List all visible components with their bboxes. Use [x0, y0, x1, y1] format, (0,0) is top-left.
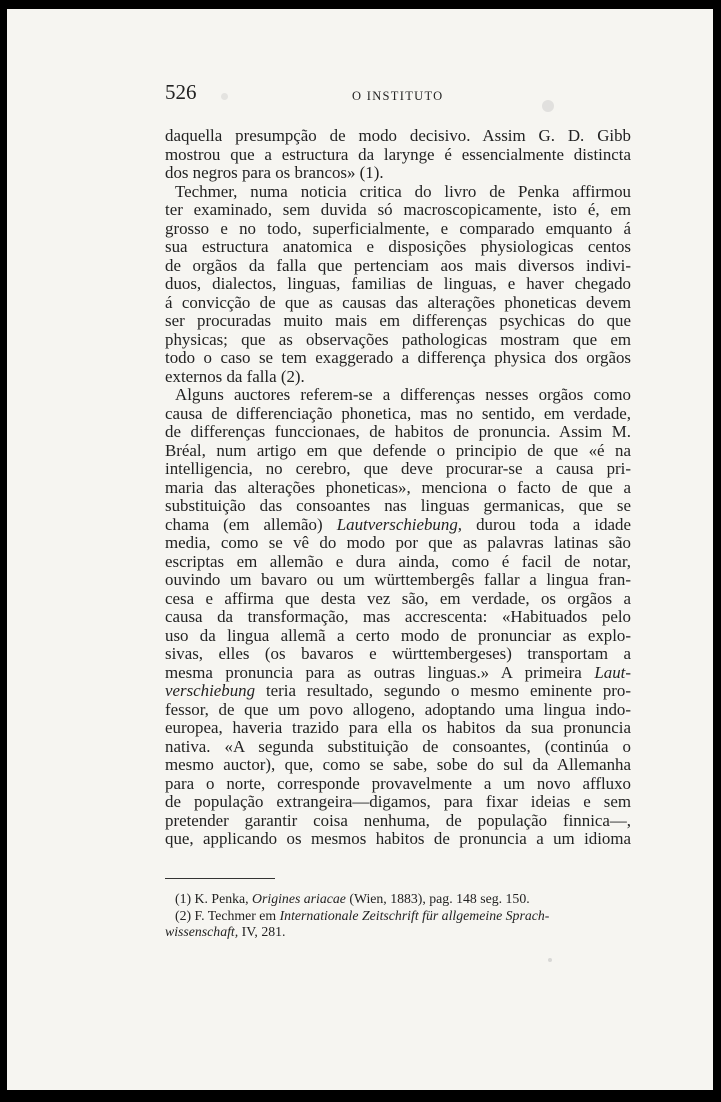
text-line: causa de differenciação phonetica, mas no sentido, em verdade,	[165, 403, 631, 423]
text-line: Techmer, numa noticia critica do livro de Penka affirmou	[175, 181, 631, 201]
text-line: pretender garantir coisa nenhuma, de população finnica—,	[165, 810, 631, 830]
text-line: causa da transformação, mas accrescenta: «Habituados pelo	[165, 607, 631, 626]
text-line: Alguns auctores referem-se a differenças nesses orgãos como	[175, 385, 631, 404]
italic-term: Laut-	[594, 662, 631, 682]
body-text	[165, 127, 631, 849]
text-line: escriptas em allemão e dura ainda, como é facil de notar,	[165, 551, 631, 571]
text-line: maria das alterações phoneticas», menciona o facto de que a	[165, 477, 631, 497]
text-line: substituição das consoantes nas linguas germanicas, que se	[165, 496, 631, 515]
text-line: chama (em allemão) Lautverschiebung, durou toda a idade	[165, 514, 631, 534]
text-line: grosso e no todo, superficialmente, e comparado emquanto á	[165, 218, 631, 238]
running-head: O INSTITUTO	[352, 89, 444, 103]
footnote-1: (1) K. Penka, Origines ariacae (Wien, 1883), pag. 148 seg. 150.	[175, 891, 530, 906]
text-line: media, como se vê do modo por que as palavras latinas são	[165, 533, 631, 552]
footnotes	[165, 891, 631, 941]
text-line: de orgãos da falla que pertenciam aos mais diversos indivi-	[165, 255, 631, 275]
text-line: á convicção de que as causas das alterações phoneticas devem	[165, 292, 631, 312]
text-line: ser procuradas muito mais em differenças psychicas do que	[165, 311, 631, 330]
paper-speck	[542, 100, 554, 112]
text-line: dos negros para os brancos» (1).	[165, 163, 384, 182]
text-line: duos, dialectos, linguas, familias de linguas, e haver chegado	[165, 274, 631, 293]
text-line: mesma pronuncia para as outras linguas.» A primeira Laut-	[165, 662, 631, 682]
text-line: daquella presumpção de modo decisivo. Assim G. D. Gibb	[165, 126, 631, 145]
text-line: para o norte, corresponde provavelmente a um novo affluxo	[165, 773, 631, 793]
footnote-2-continuation: wissenschaft, IV, 281.	[165, 924, 286, 939]
text-line: uso da lingua allemã a certo modo de pronunciar as explo-	[165, 625, 631, 645]
text-line: sivas, elles (os bavaros e württembergeses) transportam a	[165, 644, 631, 663]
text-line: Bréal, num artigo em que defende o principio de que «é na	[165, 440, 631, 460]
text-line: sua estructura anatomica e disposições physiologicas centos	[165, 237, 631, 256]
text-line: todo o caso se tem exaggerado a differença physica dos orgãos	[165, 348, 631, 367]
text-line: mostrou que a estructura da larynge é essencialmente distincta	[165, 144, 631, 164]
text-line: externos da falla (2).	[165, 366, 305, 386]
italic-term: verschiebung	[165, 681, 256, 700]
footnote-2: (2) F. Techmer em Internationale Zeitschrift für allgemeine Sprach-	[175, 907, 550, 923]
text-line: nativa. «A segunda substituição de consoantes, (continúa o	[165, 736, 631, 756]
text-line: de população extrangeira—digamos, para fixar ideias e sem	[165, 792, 631, 811]
text-line: que, applicando os mesmos habitos de pronuncia a um idioma	[165, 829, 631, 848]
paper-speck	[548, 958, 552, 962]
paper-speck	[221, 93, 228, 100]
text-line: europea, haveria trazido para ella os habitos da sua pronuncia	[165, 718, 631, 737]
text-line: fessor, de que um povo allogeno, adoptando uma lingua indo-	[165, 699, 631, 719]
page-number: 526	[165, 80, 197, 104]
text-line: intelligencia, no cerebro, que deve procurar-se a causa pri-	[165, 459, 631, 478]
text-line: ouvindo um bavaro ou um württembergês fallar a lingua fran-	[165, 570, 631, 589]
footnote-rule	[165, 878, 275, 879]
text-line: verschiebung teria resultado, segundo o mesmo eminente pro-	[165, 681, 631, 700]
text-line: physicas; que as observações pathologicas mostram que em	[165, 329, 631, 349]
text-line: de differenças funccionaes, de habitos de pronuncia. Assim M.	[165, 422, 631, 441]
text-line: mesmo auctor), que, como se sabe, sobe do sul da Allemanha	[165, 755, 631, 774]
text-line: cesa e affirma que desta vez são, em verdade, os orgãos a	[165, 588, 631, 608]
text-line: ter examinado, sem duvida só macroscopicamente, isto é, em	[165, 200, 631, 219]
italic-term: Lautverschiebung,	[336, 514, 462, 534]
